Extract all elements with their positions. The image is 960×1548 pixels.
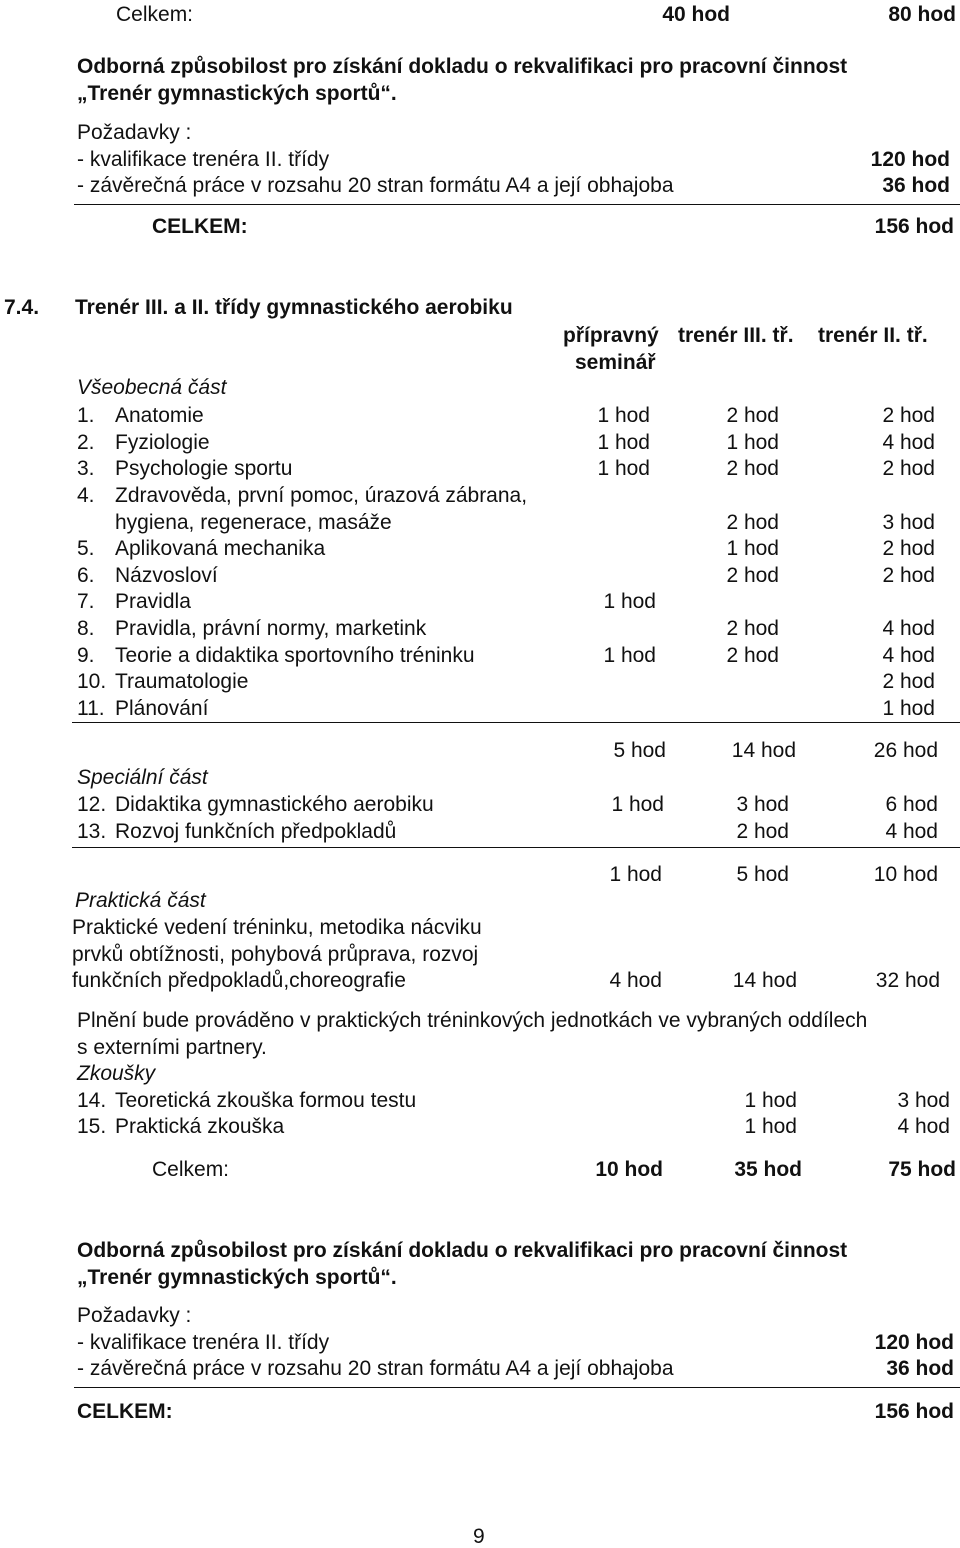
special-subtotal-c3: 10 hod [873, 863, 938, 886]
general-row-c3: 4 hod [882, 644, 935, 667]
general-row-c2: 2 hod [726, 511, 779, 534]
exam-row-c2: 1 hod [744, 1089, 797, 1112]
qualification-2-req1-text: - kvalifikace trenéra II. třídy [77, 1331, 330, 1354]
general-subtotal-c2: 14 hod [731, 739, 796, 762]
general-row-c1: 1 hod [603, 644, 656, 667]
qualification-1-req1-hours: 120 hod [870, 148, 950, 171]
total-c3: 75 hod [888, 1158, 956, 1181]
general-row-name: Teorie a didaktika sportovního tréninku [115, 644, 475, 667]
general-row-c3: 2 hod [882, 537, 935, 560]
qualification-2-line1: Odborná způsobilost pro získání dokladu o rekvalifikaci pro pracovní činnost [77, 1239, 848, 1262]
general-row-num: 3. [77, 457, 95, 480]
qualification-2-req2-hours: 36 hod [886, 1357, 954, 1380]
col1-header-line1: přípravný [563, 324, 659, 347]
col2-header: trenér III. tř. [678, 324, 794, 347]
general-row-num: 7. [77, 590, 95, 613]
general-row-c3: 2 hod [882, 457, 935, 480]
qualification-2-total-hours: 156 hod [874, 1400, 954, 1423]
qualification-1-total-hours: 156 hod [874, 215, 954, 238]
general-row-c1: 1 hod [597, 431, 650, 454]
qualification-1-total-label: CELKEM: [152, 215, 248, 238]
top-summary-label: Celkem: [116, 3, 194, 26]
exam-row-c2: 1 hod [744, 1115, 797, 1138]
exam-row-c3: 3 hod [897, 1089, 950, 1112]
special-heading: Speciální část [77, 766, 208, 789]
exam-row-name: Teoretická zkouška formou testu [115, 1089, 417, 1112]
practical-line1: Praktické vedení tréninku, metodika nácviku [72, 916, 482, 939]
qualification-2-req2-text: - závěrečná práce v rozsahu 20 stran formátu A4 a její obhajoba [77, 1357, 674, 1380]
general-row-c2: 2 hod [726, 564, 779, 587]
general-row-num: 1. [77, 404, 95, 427]
general-row-c2: 2 hod [726, 404, 779, 427]
section-title: Trenér III. a II. třídy gymnastického aerobiku [75, 296, 513, 319]
special-row-c2: 3 hod [736, 793, 789, 816]
general-row-num: 5. [77, 537, 95, 560]
general-row-c3: 3 hod [882, 511, 935, 534]
general-row-name: Plánování [115, 697, 209, 720]
general-row-c2: 1 hod [726, 537, 779, 560]
practical-c1: 4 hod [609, 969, 662, 992]
general-row-c2: 2 hod [726, 457, 779, 480]
special-subtotal-c2: 5 hod [736, 863, 789, 886]
general-row-c3: 4 hod [882, 617, 935, 640]
qualification-1-req1-text: - kvalifikace trenéra II. třídy [77, 148, 330, 171]
qualification-1-req2-hours: 36 hod [882, 174, 950, 197]
special-row-name: Rozvoj funkčních předpokladů [115, 820, 397, 843]
section-number: 7.4. [4, 296, 40, 319]
exam-row-num: 15. [77, 1115, 107, 1138]
special-divider [72, 847, 960, 848]
note-line2: s externími partnery. [77, 1036, 267, 1059]
general-row-c3: 2 hod [882, 670, 935, 693]
general-subtotal-c1: 5 hod [613, 739, 666, 762]
special-row-num: 12. [77, 793, 107, 816]
general-row-name: Aplikovaná mechanika [115, 537, 326, 560]
general-row-c1: 1 hod [597, 404, 650, 427]
general-row-c2: 2 hod [726, 644, 779, 667]
special-row-name: Didaktika gymnastického aerobiku [115, 793, 434, 816]
practical-heading: Praktická část [75, 889, 206, 912]
special-row-c3: 6 hod [885, 793, 938, 816]
exam-row-c3: 4 hod [897, 1115, 950, 1138]
general-row-c3: 4 hod [882, 431, 935, 454]
general-subtotal-c3: 26 hod [873, 739, 938, 762]
practical-c2: 14 hod [732, 969, 797, 992]
general-row-c3: 2 hod [882, 404, 935, 427]
general-row-name: Psychologie sportu [115, 457, 293, 480]
total-label: Celkem: [152, 1158, 230, 1181]
general-row-name: Traumatologie [115, 670, 249, 693]
qualification-1-divider [74, 204, 960, 205]
general-row-num: 4. [77, 484, 95, 507]
practical-line2: prvků obtížnosti, pohybová průprava, rozvoj [72, 943, 479, 966]
general-row-name: Názvosloví [115, 564, 218, 587]
general-row-num: 6. [77, 564, 95, 587]
total-c1: 10 hod [595, 1158, 663, 1181]
general-row-num: 10. [77, 670, 107, 693]
general-row-num: 2. [77, 431, 95, 454]
practical-c3: 32 hod [875, 969, 940, 992]
general-row-num: 8. [77, 617, 95, 640]
top-summary-hours-b: 80 hod [888, 3, 956, 26]
general-divider [72, 722, 960, 723]
special-row-c3: 4 hod [885, 820, 938, 843]
general-row-c1: 1 hod [597, 457, 650, 480]
qualification-2-divider [74, 1387, 960, 1388]
general-row-name: Zdravověda, první pomoc, úrazová zábrana, [115, 484, 528, 507]
col3-header: trenér II. tř. [818, 324, 928, 347]
qualification-1-req2-text: - závěrečná práce v rozsahu 20 stran formátu A4 a její obhajoba [77, 174, 674, 197]
general-row-num: 11. [77, 697, 105, 720]
total-c2: 35 hod [734, 1158, 802, 1181]
special-row-c2: 2 hod [736, 820, 789, 843]
col1-header-line2: seminář [575, 351, 656, 374]
top-summary-hours-a: 40 hod [662, 3, 730, 26]
general-row-name: Anatomie [115, 404, 204, 427]
exams-heading: Zkoušky [77, 1062, 156, 1085]
general-heading: Všeobecná část [77, 376, 227, 399]
general-row-c3: 2 hod [882, 564, 935, 587]
qualification-1-requirements-label: Požadavky : [77, 121, 192, 144]
qualification-2-total-label: CELKEM: [77, 1400, 173, 1423]
general-row-c2: 1 hod [726, 431, 779, 454]
qualification-2-line2: „Trenér gymnastických sportů“. [77, 1266, 397, 1289]
general-row-c2: 2 hod [726, 617, 779, 640]
special-row-num: 13. [77, 820, 107, 843]
general-row-num: 9. [77, 644, 95, 667]
page-number: 9 [473, 1525, 485, 1548]
general-row-name-cont: hygiena, regenerace, masáže [115, 511, 392, 534]
special-subtotal-c1: 1 hod [609, 863, 662, 886]
qualification-1-line2: „Trenér gymnastických sportů“. [77, 82, 397, 105]
exam-row-num: 14. [77, 1089, 107, 1112]
note-line1: Plnění bude prováděno v praktických tréninkových jednotkách ve vybraných oddílech [77, 1009, 868, 1032]
general-row-c3: 1 hod [882, 697, 935, 720]
general-row-name: Pravidla, právní normy, marketink [115, 617, 427, 640]
general-row-name: Fyziologie [115, 431, 210, 454]
practical-line3: funkčních předpokladů,choreografie [72, 969, 406, 992]
general-row-name: Pravidla [115, 590, 191, 613]
general-row-c1: 1 hod [603, 590, 656, 613]
exam-row-name: Praktická zkouška [115, 1115, 285, 1138]
qualification-2-req1-hours: 120 hod [874, 1331, 954, 1354]
special-row-c1: 1 hod [611, 793, 664, 816]
qualification-2-requirements-label: Požadavky : [77, 1304, 192, 1327]
qualification-1-line1: Odborná způsobilost pro získání dokladu o rekvalifikaci pro pracovní činnost [77, 55, 848, 78]
